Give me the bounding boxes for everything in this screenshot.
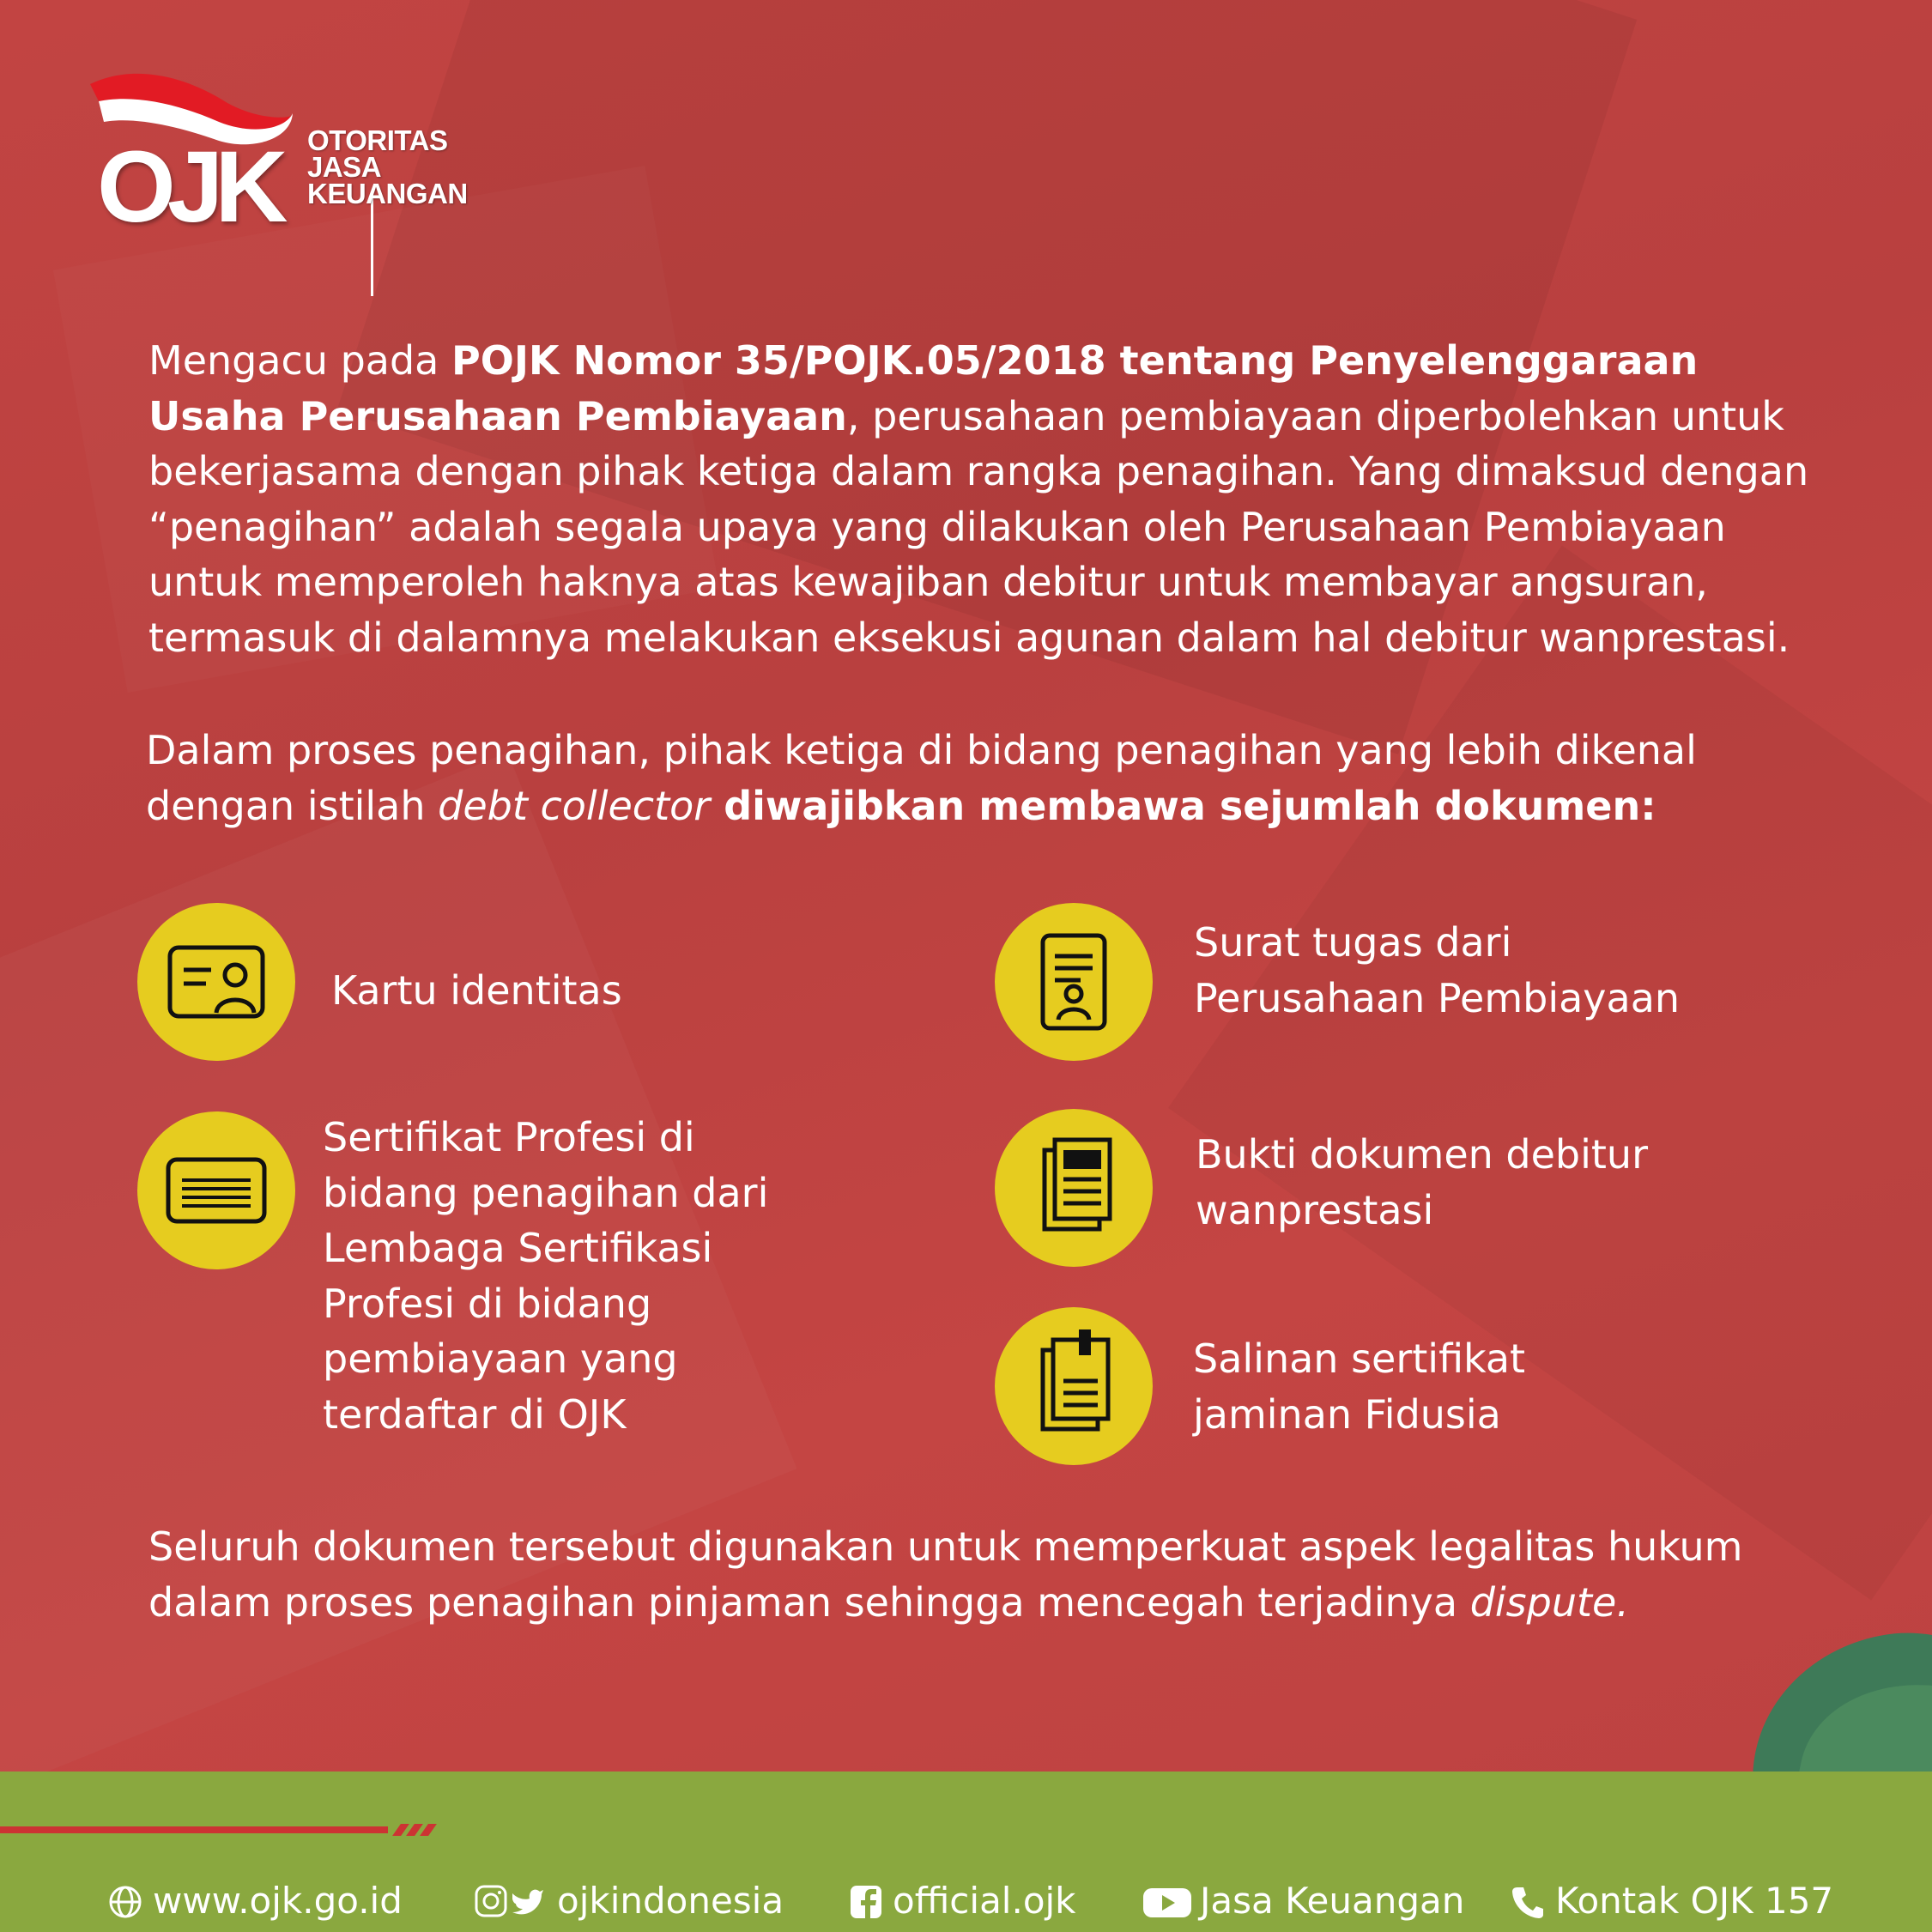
logo-line: OTORITAS — [307, 124, 448, 156]
document-label — [1196, 1127, 1648, 1238]
document-label-line: pembiayaan yang — [323, 1335, 678, 1382]
globe-icon — [108, 1885, 142, 1919]
document-label-line: Surat tugas dari — [1194, 919, 1512, 966]
footer-link-website[interactable] — [108, 1880, 409, 1923]
footer-link-label: Jasa Keuangan — [1200, 1880, 1465, 1922]
document-label-line: bidang penagihan dari — [323, 1169, 769, 1216]
dispute-term: dispute. — [1469, 1578, 1629, 1626]
logo-line: KEUANGAN — [307, 178, 468, 209]
document-label-line: Kartu identitas — [331, 967, 622, 1014]
assignment-letter-icon — [995, 903, 1153, 1061]
document-label-line: jaminan Fidusia — [1193, 1390, 1501, 1438]
clipped-documents-icon — [995, 1307, 1153, 1465]
footer-bar — [0, 1772, 1932, 1932]
obligation-emphasis: diwajibkan membawa sejumlah dokumen: — [710, 782, 1656, 829]
document-label-line: terdaftar di OJK — [323, 1390, 627, 1438]
intro-text: , perusahaan pembiayaan diperbolehkan untuk bekerjasama dengan pihak ketiga dalam rangka penagihan. Yang dimaksud dengan “penagihan” adalah segala upaya yang dilakukan oleh Perusahaan Pembiayaan untuk memperoleh haknya atas kewajiban debitur untuk membayar angsuran, termasuk di dalamnya melakukan eksekusi agunan dalam hal debitur wanprestasi. — [148, 392, 1809, 661]
document-label — [1193, 1331, 1525, 1442]
closing-paragraph — [148, 1519, 1831, 1630]
document-label-line: wanprestasi — [1196, 1186, 1434, 1233]
footer-link-facebook[interactable] — [850, 1880, 1107, 1923]
logo-divider — [371, 197, 373, 296]
document-label-line: Salinan sertifikat — [1193, 1335, 1526, 1382]
intro-text: Mengacu pada — [148, 337, 451, 384]
debt-collector-term: debt collector — [438, 782, 711, 829]
instagram-twitter-icon — [475, 1885, 543, 1919]
footer-link-label: Kontak OJK 157 — [1555, 1880, 1834, 1922]
obligation-text: Dalam proses penagihan, pihak ketiga di bidang penagihan yang lebih dikenal dengan istilah — [146, 727, 1697, 829]
document-label — [331, 963, 622, 1019]
obligation-paragraph — [146, 723, 1828, 833]
document-label-line: Perusahaan Pembiayaan — [1194, 974, 1681, 1021]
documents-stack-icon — [995, 1109, 1153, 1267]
document-label — [323, 1110, 768, 1442]
closing-text: Seluruh dokumen tersebut digunakan untuk memperkuat aspek legalitas hukum dalam proses penagihan pinjaman sehingga mencegah terjadinya — [148, 1523, 1743, 1626]
svg-text:OJK: OJK — [97, 130, 280, 240]
footer-link-youtube[interactable] — [1143, 1880, 1469, 1923]
footer-link-social[interactable] — [475, 1880, 792, 1923]
footer-link-label: www.ojk.go.id — [153, 1880, 403, 1922]
youtube-icon — [1143, 1885, 1191, 1919]
certificate-card-icon — [137, 1111, 295, 1269]
document-label-line: Bukti dokumen debitur — [1196, 1131, 1648, 1178]
ojk-logo — [82, 69, 494, 240]
footer-link-label: ojkindonesia — [557, 1880, 784, 1922]
facebook-icon — [850, 1885, 882, 1919]
footer-link-label: official.ojk — [893, 1880, 1076, 1922]
intro-paragraph — [148, 333, 1831, 665]
document-label-line: Profesi di bidang — [323, 1280, 652, 1327]
phone-icon — [1511, 1885, 1545, 1919]
document-label-line: Sertifikat Profesi di — [323, 1114, 695, 1160]
regulation-reference: POJK Nomor 35/POJK.05/2018 tentang Penyelenggaraan Usaha Perusahaan Pembiayaan — [148, 337, 1699, 439]
footer-link-contact[interactable] — [1511, 1880, 1837, 1923]
logo-wordmark — [307, 124, 468, 209]
id-card-icon — [137, 903, 295, 1061]
document-label — [1194, 915, 1680, 1026]
document-label-line: Lembaga Sertifikasi — [323, 1225, 713, 1271]
logo-line: JASA — [307, 151, 382, 183]
footer-red-stripe — [0, 1824, 429, 1836]
